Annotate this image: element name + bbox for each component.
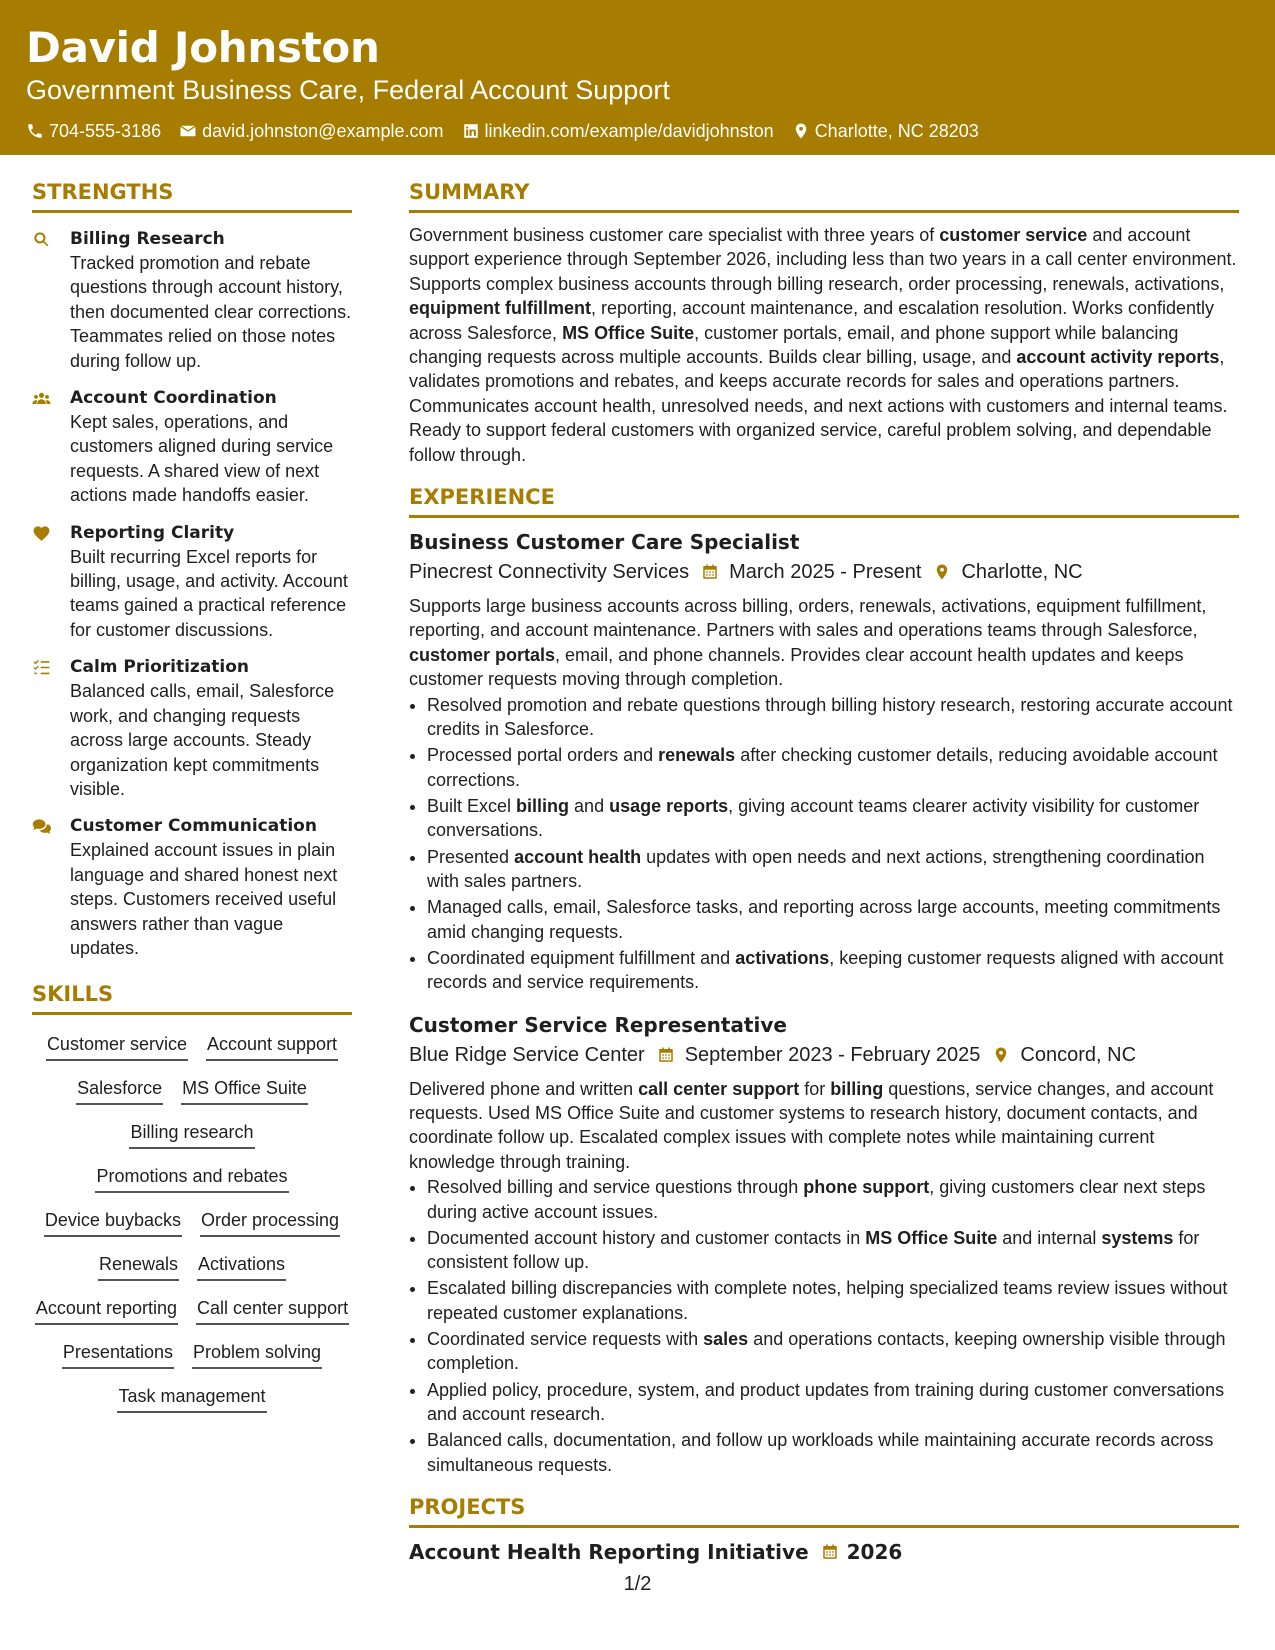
calendar-icon <box>657 1046 675 1064</box>
job-meta <box>409 1041 1239 1069</box>
task-list-icon <box>32 658 51 677</box>
skill-tag: Call center support <box>196 1297 349 1325</box>
project-title: Account Health Reporting Initiative <box>409 1540 809 1565</box>
bullet-item: • Processed portal orders and renewals after checking customer details, reducing avoidable account corrections. <box>427 743 1239 792</box>
strengths-section <box>32 178 352 960</box>
skills-section <box>32 980 352 1413</box>
experience-heading: EXPERIENCE <box>409 483 1239 518</box>
skill-tag: Presentations <box>62 1341 174 1369</box>
strength-item <box>32 386 352 508</box>
contact-location <box>792 120 979 142</box>
strength-title: Billing Research <box>70 229 225 249</box>
bullet-item: • Managed calls, email, Salesforce tasks, and reporting across large accounts, meeting commitments amid changing requests. <box>427 895 1239 944</box>
job-location: Concord, NC <box>1020 1043 1137 1066</box>
bullet-item: • Built Excel billing and usage reports, giving account teams clearer activity visibility for customer conversations. <box>427 794 1239 843</box>
strength-desc: Balanced calls, email, Salesforce work, and changing requests across large accounts. Steady organization kept commitments visible. <box>70 681 335 799</box>
skill-tag: Renewals <box>98 1253 179 1281</box>
strength-desc: Built recurring Excel reports for billing, usage, and activity. Account teams gained a practical reference for customer discussions. <box>70 546 348 640</box>
comments-icon <box>32 817 51 836</box>
bullet-item: • Presented account health updates with open needs and next actions, strengthening coordination with sales partners. <box>427 845 1239 894</box>
job-bullets <box>409 693 1239 995</box>
contact-phone <box>26 120 161 142</box>
bullet-item: • Balanced calls, documentation, and follow up workloads while maintaining accurate records across simultaneous requests. <box>427 1428 1239 1477</box>
email-link[interactable]: david.johnston@example.com <box>202 121 444 141</box>
bullet-item: • Escalated billing discrepancies with complete notes, helping specialized teams review issues without repeated customer explanations. <box>427 1276 1239 1325</box>
bullet-item: • Resolved promotion and rebate questions through billing history research, restoring accurate account credits in Salesforce. <box>427 693 1239 742</box>
map-pin-icon <box>992 1046 1010 1064</box>
job-title: Customer Service Representative <box>409 1012 787 1037</box>
skills-list <box>32 1033 352 1413</box>
summary-heading: SUMMARY <box>409 178 1239 213</box>
location-text: Charlotte, NC 28203 <box>814 121 979 141</box>
strength-item <box>32 521 352 643</box>
bullet-item: • Resolved billing and service questions through phone support, giving customers clear next steps during active account issues. <box>427 1175 1239 1224</box>
summary-text: Government business customer care specialist with three years of customer service and account support experience through September 2026, including less than two years in a call center environment. Supports complex business accounts through billing research, order processing, renewals, activations, equipment fulfillment, reporting, account maintenance, and escalation resolution. Works confidently across Salesforce, MS Office Suite, customer portals, email, and phone support while balancing changing requests across multiple accounts. Builds clear billing, usage, and account activity reports, validates promotions and rebates, and keeps accurate records for sales and operations partners. Communicates account health, unresolved needs, and next actions with customers and internal teams. Ready to support federal customers with organized service, careful problem solving, and dependable follow through. <box>409 225 1237 465</box>
job-company: Blue Ridge Service Center <box>409 1043 645 1066</box>
skill-tag: Task management <box>117 1385 266 1413</box>
envelope-icon <box>179 122 197 140</box>
project-date: 2026 <box>846 1540 903 1565</box>
skill-tag: Salesforce <box>76 1077 163 1105</box>
strengths-heading: STRENGTHS <box>32 178 352 213</box>
strength-title: Customer Communication <box>70 816 317 837</box>
linkedin-icon <box>462 122 480 140</box>
project-entry <box>409 1538 1239 1566</box>
job-description: Delivered phone and written call center support for billing questions, service changes, and account requests. Used MS Office Suite and customer systems to research history, document contacts, and coordinate follow up. Escalated complex issues with complete notes while maintaining current knowledge through training. <box>409 1078 1214 1172</box>
job-location: Charlotte, NC <box>961 561 1083 584</box>
job-title: Business Customer Care Specialist <box>409 530 800 555</box>
projects-section <box>409 1493 1239 1566</box>
resume-header <box>0 0 1275 155</box>
heart-icon <box>32 524 51 543</box>
candidate-subtitle: Government Business Care, Federal Account Support <box>26 75 670 105</box>
skill-tag: Customer service <box>46 1033 188 1061</box>
bullet-item: • Coordinated service requests with sales and operations contacts, keeping ownership visible through completion. <box>427 1327 1239 1376</box>
strength-item <box>32 655 352 801</box>
page-number: 1/2 <box>623 1573 652 1595</box>
users-icon <box>32 389 51 408</box>
bullet-item: • Documented account history and customer contacts in MS Office Suite and internal systems for consistent follow up. <box>427 1226 1239 1275</box>
main-column <box>409 178 1239 1566</box>
sidebar <box>32 178 352 1413</box>
skill-tag: MS Office Suite <box>181 1077 308 1105</box>
contact-bar <box>26 120 1249 142</box>
strength-title: Reporting Clarity <box>70 522 235 543</box>
job-entry <box>409 528 1239 994</box>
job-meta <box>409 558 1239 586</box>
bullet-item: • Applied policy, procedure, system, and product updates from training during customer conversations and account research. <box>427 1378 1239 1427</box>
skill-tag: Promotions and rebates <box>95 1165 288 1193</box>
skill-tag: Billing research <box>129 1121 254 1149</box>
calendar-icon <box>821 1543 839 1561</box>
strength-item <box>32 227 352 373</box>
skills-heading: SKILLS <box>32 980 352 1015</box>
skill-tag: Device buybacks <box>44 1209 182 1237</box>
map-pin-icon <box>792 122 810 140</box>
job-entry <box>409 1011 1239 1477</box>
strength-desc: Explained account issues in plain language and shared honest next steps. Customers received useful answers rather than vague updates. <box>70 840 338 958</box>
job-description: Supports large business accounts across billing, orders, renewals, activations, equipment fulfillment, reporting, and account maintenance. Partners with sales and operations teams through Salesforce, customer portals, email, and phone channels. Provides clear account health updates and keeps customer requests moving through completion. <box>409 596 1207 690</box>
strength-desc: Tracked promotion and rebate questions through account history, then documented clear corrections. Teammates relied on those notes during follow up. <box>70 253 352 371</box>
strength-item <box>32 814 352 960</box>
bullet-item: • Coordinated equipment fulfillment and activations, keeping customer requests aligned with account records and service requirements. <box>427 946 1239 995</box>
job-dates: March 2025 - Present <box>729 561 922 584</box>
map-pin-icon <box>933 563 951 581</box>
skill-tag: Account reporting <box>35 1297 178 1325</box>
contact-linkedin[interactable] <box>462 120 774 142</box>
projects-heading: PROJECTS <box>409 1493 1239 1528</box>
skill-tag: Order processing <box>200 1209 340 1237</box>
phone-text: 704-555-3186 <box>49 121 162 141</box>
job-company: Pinecrest Connectivity Services <box>409 561 690 584</box>
contact-email[interactable] <box>179 120 443 142</box>
skill-tag: Problem solving <box>192 1341 322 1369</box>
summary-section <box>409 178 1239 467</box>
calendar-icon <box>701 563 719 581</box>
candidate-name: David Johnston <box>26 23 380 72</box>
strength-title: Calm Prioritization <box>70 657 250 678</box>
job-bullets <box>409 1175 1239 1477</box>
skill-tag: Activations <box>197 1253 286 1281</box>
job-dates: September 2023 - February 2025 <box>684 1043 981 1066</box>
strength-desc: Kept sales, operations, and customers aligned during service requests. A shared view of next actions made handoffs easier. <box>70 412 334 506</box>
phone-icon <box>26 122 44 140</box>
experience-section <box>409 483 1239 1477</box>
skill-tag: Account support <box>206 1033 338 1061</box>
strength-title: Account Coordination <box>70 388 277 409</box>
search-icon <box>32 230 51 249</box>
linkedin-link[interactable]: linkedin.com/example/davidjohnston <box>484 121 774 141</box>
strengths-list <box>32 227 352 960</box>
